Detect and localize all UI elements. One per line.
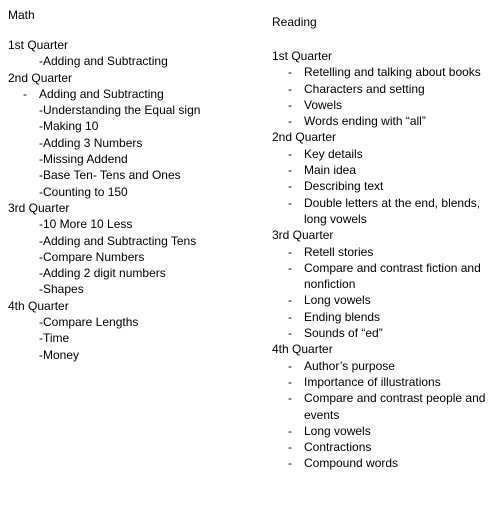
reading-item-text: Importance of illustrations xyxy=(304,374,441,389)
dash-bullet: - xyxy=(288,423,292,438)
dash-bullet: - xyxy=(288,260,292,275)
reading-list-item xyxy=(272,423,494,439)
reading-item-text: Contractions xyxy=(304,440,372,455)
dash-bullet: - xyxy=(288,179,292,194)
math-quarter-2-label: 2nd Quarter xyxy=(8,70,73,85)
reading-item-text: Retell stories xyxy=(304,244,374,259)
reading-list-item xyxy=(272,146,494,162)
reading-list-item xyxy=(272,390,494,423)
dash-bullet: - xyxy=(288,309,292,324)
reading-title: Reading xyxy=(272,15,317,29)
math-quarter-2-item: -Making 10 xyxy=(39,119,99,134)
math-quarter-3-item: -Adding and Subtracting Tens xyxy=(39,233,197,248)
math-quarter-3-label: 3rd Quarter xyxy=(8,200,70,215)
dash-bullet: - xyxy=(288,81,292,96)
math-quarter-1-label: 1st Quarter xyxy=(8,38,69,52)
reading-list-item xyxy=(272,325,494,341)
math-quarter-2-bullet-item xyxy=(8,86,258,102)
reading-item-text: Ending blends xyxy=(304,309,381,324)
reading-item-text: Vowels xyxy=(304,97,343,112)
math-quarter-2-item: -Missing Addend xyxy=(39,152,128,167)
reading-list-item xyxy=(272,374,494,390)
reading-list-item xyxy=(272,195,494,228)
reading-item-text: Author’s purpose xyxy=(304,358,395,373)
reading-item-text: Long vowels xyxy=(304,293,371,308)
dash-bullet: - xyxy=(288,440,292,455)
reading-item-text: Long vowels xyxy=(304,423,371,438)
reading-quarter-1-label: 1st Quarter xyxy=(272,49,333,63)
reading-quarter-4-label: 4th Quarter xyxy=(272,342,333,357)
math-quarter-4-item: -Money xyxy=(39,347,80,362)
reading-list-item xyxy=(272,178,494,194)
dash-bullet: - xyxy=(288,97,292,112)
math-quarter-3-item: -Adding 2 digit numbers xyxy=(39,266,166,281)
dash-bullet: - xyxy=(288,374,292,389)
reading-item-text: Main idea xyxy=(304,163,357,178)
math-quarter-2-item: -Counting to 150 xyxy=(39,184,128,199)
reading-list-item xyxy=(272,309,494,325)
reading-list-item xyxy=(272,455,494,471)
math-quarter-3-item: -Shapes xyxy=(39,282,84,297)
dash-bullet: - xyxy=(288,326,292,341)
math-quarter-2-item: -Base Ten- Tens and Ones xyxy=(39,168,181,183)
reading-item-text: Compound words xyxy=(304,456,399,471)
reading-list-item xyxy=(272,113,494,129)
reading-item-text: Describing text xyxy=(304,179,384,194)
dash-bullet: - xyxy=(288,195,292,210)
math-quarter-3-item: -Compare Numbers xyxy=(39,249,145,264)
reading-list-item xyxy=(272,162,494,178)
reading-list-item xyxy=(272,358,494,374)
reading-item-text: Compare and contrast people and events xyxy=(304,391,486,422)
math-quarter-4-item: -Compare Lengths xyxy=(39,315,139,330)
reading-list-item xyxy=(272,64,494,80)
reading-list-item xyxy=(272,260,494,293)
dash-bullet: - xyxy=(288,114,292,129)
math-quarter-2-item: -Understanding the Equal sign xyxy=(39,103,201,118)
math-quarter-2-item-text: Adding and Subtracting xyxy=(39,86,164,101)
reading-item-text: Characters and setting xyxy=(304,81,425,96)
math-quarter-2-item: -Adding 3 Numbers xyxy=(39,135,143,150)
reading-item-text: Key details xyxy=(304,146,363,161)
math-quarter-1-item: -Adding and Subtracting xyxy=(39,54,168,69)
dash-bullet: - xyxy=(288,358,292,373)
dash-bullet: - xyxy=(288,146,292,161)
math-quarter-4-item: -Time xyxy=(39,331,70,346)
reading-quarter-2-label: 2nd Quarter xyxy=(272,130,337,145)
reading-list-item xyxy=(272,81,494,97)
reading-item-text: Words ending with “all” xyxy=(304,114,426,129)
reading-quarter-3-label: 3rd Quarter xyxy=(272,228,334,243)
math-content xyxy=(8,37,258,363)
reading-item-text: Compare and contrast fiction and nonfiction xyxy=(304,260,481,292)
reading-item-text: Double letters at the end, blends, long vowels xyxy=(304,195,481,226)
dash-bullet: - xyxy=(23,86,27,101)
dash-bullet: - xyxy=(288,391,292,406)
math-title: Math xyxy=(8,8,35,22)
math-quarter-4-label: 4th Quarter xyxy=(8,298,69,313)
reading-item-text: Sounds of “ed” xyxy=(304,326,383,341)
reading-list-item xyxy=(272,292,494,308)
reading-item-text: Retelling and talking about books xyxy=(304,65,481,80)
reading-list-item xyxy=(272,244,494,260)
dash-bullet: - xyxy=(288,163,292,178)
reading-content xyxy=(272,48,494,472)
reading-list-item xyxy=(272,439,494,455)
dash-bullet: - xyxy=(288,244,292,259)
dash-bullet: - xyxy=(288,65,292,80)
dash-bullet: - xyxy=(288,456,292,471)
dash-bullet: - xyxy=(288,293,292,308)
math-quarter-3-item: -10 More 10 Less xyxy=(39,217,133,232)
reading-list-item xyxy=(272,97,494,113)
